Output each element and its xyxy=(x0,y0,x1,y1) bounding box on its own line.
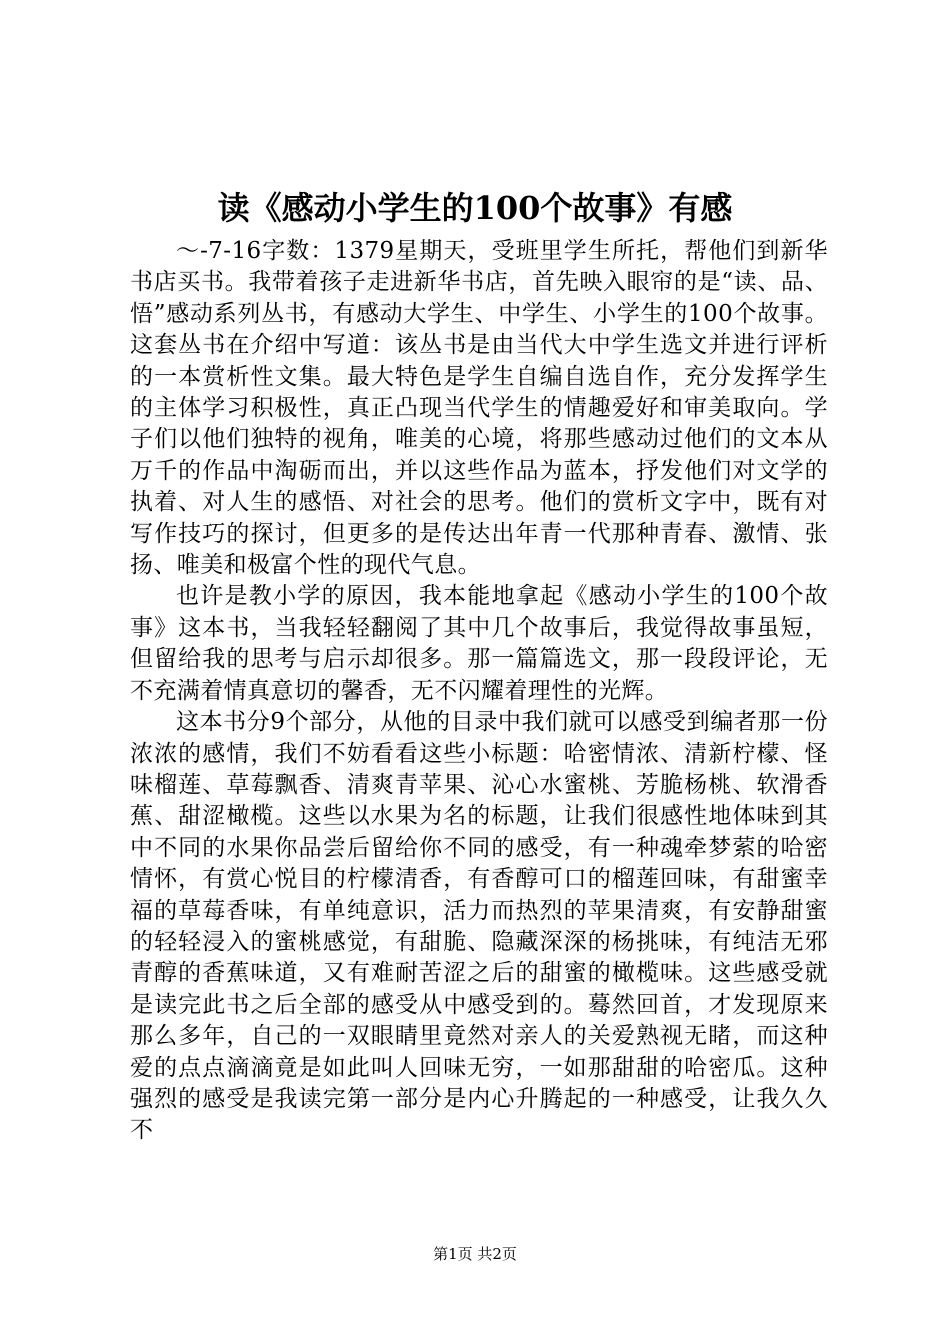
paragraph-2: 也许是教小学的原因，我本能地拿起《感动小学生的100个故事》这本书，当我轻轻翻阅了其中几个故事后，我觉得故事虽短，但留给我的思考与启示却很多。那一篇篇选文，那一段段评论，无不充满着情真意切的馨香，无不闪耀着理性的光辉。 xyxy=(130,583,828,704)
paragraph-1: ～-7-16字数：1379星期天，受班里学生所托，帮他们到新华书店买书。我带着孩子走进新华书店，首先映入眼帘的是“读、品、悟”感动系列丛书，有感动大学生、中学生、小学生的100个故事。这套丛书在介绍中写道：该丛书是由当代大中学生选文并进行评析的一本赏析性文集。最大特色是学生自编自选自作，充分发挥学生的主体学习积极性，真正凸现当代学生的情趣爱好和审美取向。学子们以他们独特的视角，唯美的心境，将那些感动过他们的文本从万千的作品中淘砺而出，并以这些作品为蓝本，抒发他们对文学的执着、对人生的感悟、对社会的思考。他们的赏析文字中，既有对写作技巧的探讨，但更多的是传达出年青一代那种青春、激情、张扬、唯美和极富个性的现代气息。 xyxy=(130,238,828,579)
document-title: 读《感动小学生的100个故事》有感 xyxy=(217,189,733,227)
document-body xyxy=(130,236,828,1147)
paragraph-3: 这本书分9个部分，从他的目录中我们就可以感受到编者那一份浓浓的感情，我们不妨看看这些小标题：哈密情浓、清新柠檬、怪味榴莲、草莓飘香、清爽青苹果、沁心水蜜桃、芳脆杨桃、软滑香蕉、甜涩橄榄。这些以水果为名的标题，让我们很感性地体味到其中不同的水果你品尝后留给你不同的感受，有一种魂牵梦萦的哈密情怀，有赏心悦目的柠檬清香，有香醇可口的榴莲回味，有甜蜜幸福的草莓香味，有单纯意识，活力而热烈的苹果清爽，有安静甜蜜的轻轻浸入的蜜桃感觉，有甜脆、隐藏深深的杨挑味，有纯洁无邪青醇的香蕉味道，又有难耐苦涩之后的甜蜜的橄榄味。这些感受就是读完此书之后全部的感受从中感受到的。蓦然回首，才发现原来那么多年，自己的一双眼睛里竟然对亲人的关爱熟视无睹，而这种爱的点点滴滴竟是如此叫人回味无穷，一如那甜甜的哈密瓜。这种强烈的感受是我读完第一部分是内心升腾起的一种感受，让我久久不 xyxy=(130,709,828,1144)
page-number-footer: 第1页 共2页 xyxy=(433,1245,517,1263)
